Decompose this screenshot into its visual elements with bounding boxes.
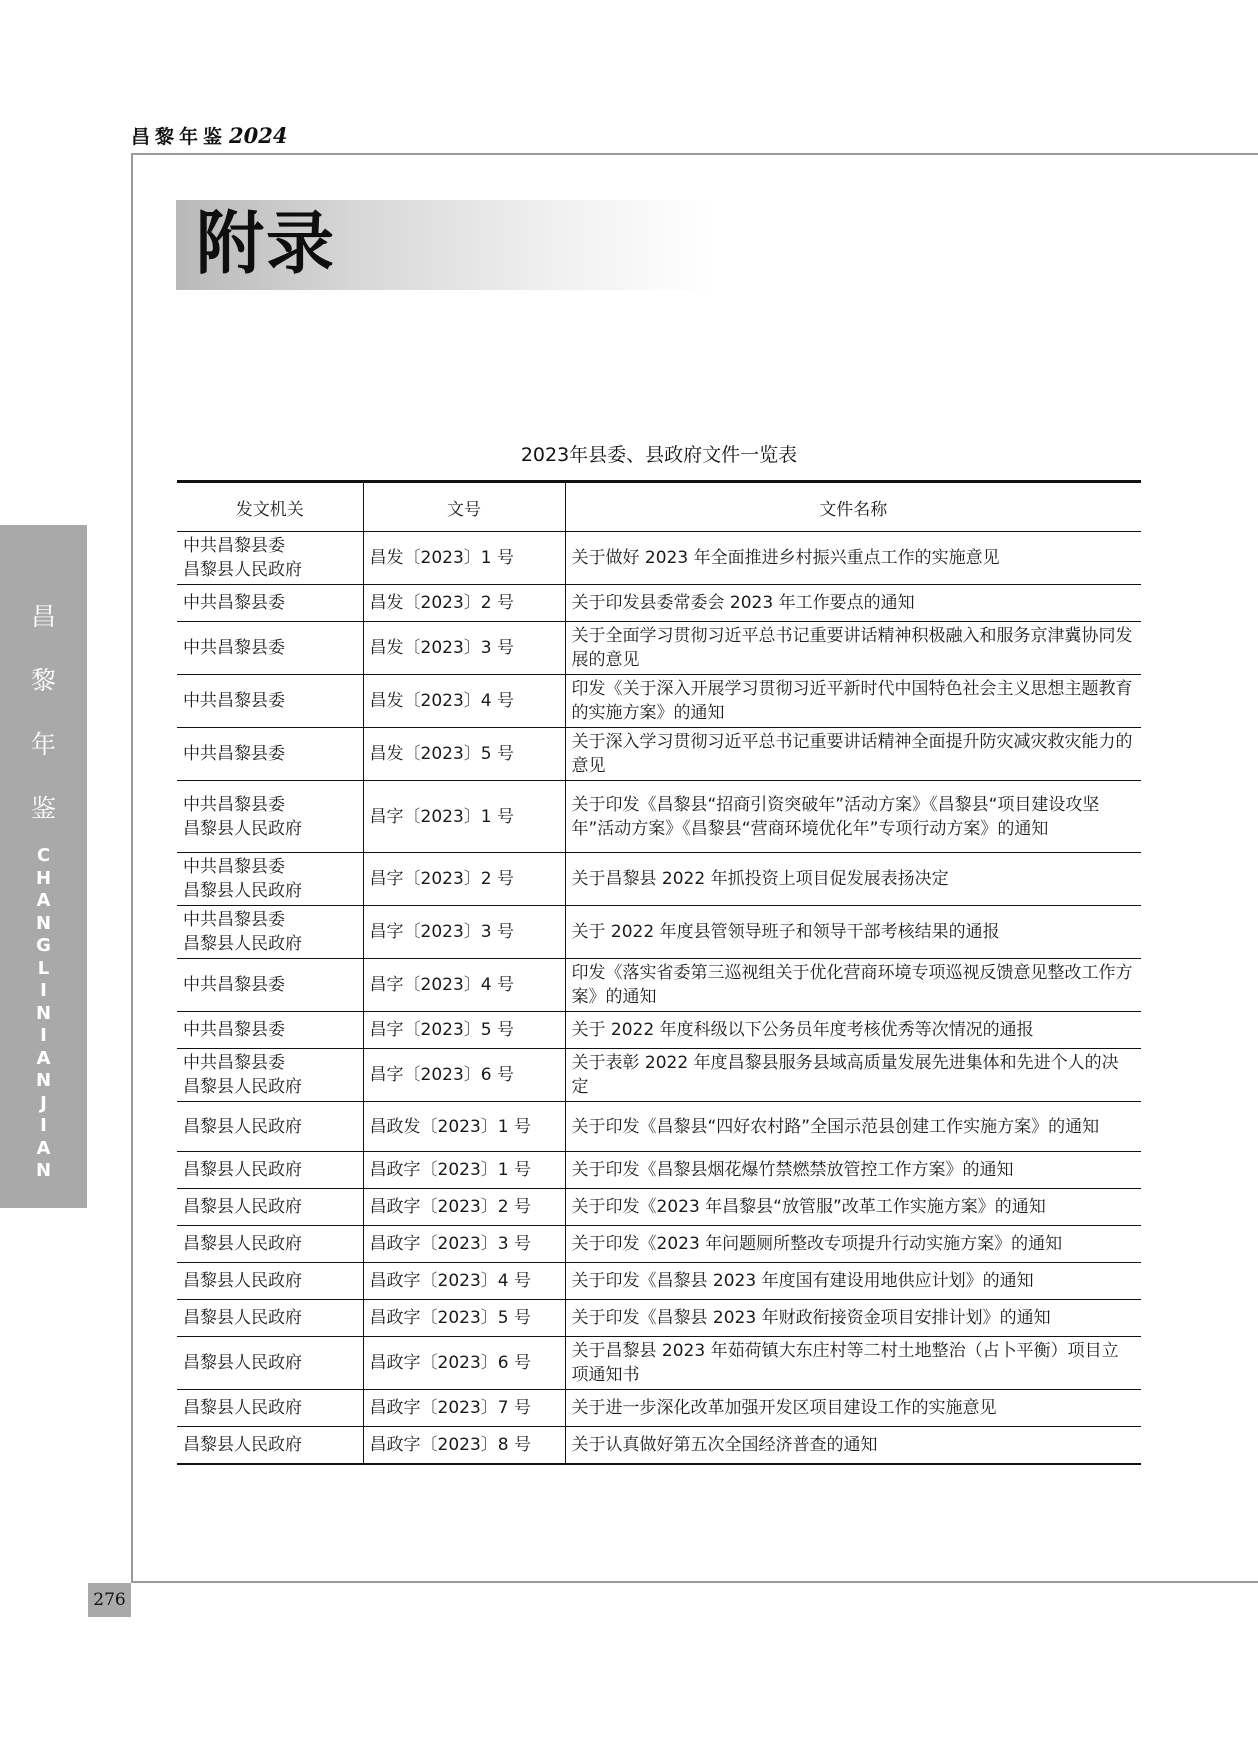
cell-name: 关于印发《昌黎县烟花爆竹禁燃禁放管控工作方案》的通知 (565, 1152, 1141, 1189)
table-row (177, 532, 1141, 585)
issuer-line: 中共昌黎县委 (183, 638, 285, 658)
side-tab-chinese (0, 585, 87, 841)
issuer-line: 昌黎县人民政府 (183, 1434, 302, 1455)
cell-name: 关于进一步深化改革加强开发区项目建设工作的实施意见 (565, 1390, 1141, 1427)
running-head (131, 122, 287, 149)
cell-number: 昌字〔2023〕2 号 (363, 853, 565, 906)
issuer-line: 中共昌黎县委 (183, 975, 285, 995)
side-tab-letter: I (40, 1025, 47, 1046)
table-row (177, 853, 1141, 906)
frame-top-rule (131, 153, 1258, 155)
issuer-line: 昌黎县人民政府 (183, 818, 302, 839)
table-row (177, 1049, 1141, 1102)
table-row (177, 781, 1141, 853)
issuer-line: 中共昌黎县委 (183, 910, 285, 930)
table-row (177, 1390, 1141, 1427)
cell-issuer (177, 781, 363, 853)
cell-number: 昌政发〔2023〕1 号 (363, 1102, 565, 1152)
cell-number: 昌发〔2023〕5 号 (363, 728, 565, 781)
cell-name: 印发《落实省委第三巡视组关于优化营商环境专项巡视反馈意见整改工作方案》的通知 (565, 959, 1141, 1012)
issuer-line: 昌黎县人民政府 (183, 1353, 302, 1373)
issuer-line: 昌黎县人民政府 (183, 560, 302, 580)
cell-name: 关于做好 2023 年全面推进乡村振兴重点工作的实施意见 (565, 532, 1141, 585)
documents-table (177, 480, 1141, 1465)
side-tab-letter: I (40, 1115, 47, 1136)
table-row (177, 1189, 1141, 1226)
table-row (177, 1427, 1141, 1464)
issuer-line: 昌黎县人民政府 (183, 1398, 302, 1418)
side-tab-letter: H (35, 867, 52, 889)
cell-issuer (177, 1263, 363, 1300)
cell-issuer (177, 532, 363, 585)
cell-name: 关于 2022 年度县管领导班子和领导干部考核结果的通报 (565, 906, 1141, 959)
issuer-line: 中共昌黎县委 (183, 1053, 285, 1073)
table-row (177, 1226, 1141, 1263)
cell-issuer (177, 1300, 363, 1337)
cell-issuer (177, 853, 363, 906)
cell-issuer (177, 728, 363, 781)
cell-issuer (177, 1390, 363, 1427)
table-row (177, 1102, 1141, 1152)
side-tab (0, 525, 87, 1208)
cell-number: 昌发〔2023〕1 号 (363, 532, 565, 585)
cell-number: 昌发〔2023〕4 号 (363, 675, 565, 728)
cell-issuer (177, 622, 363, 675)
table-title: 2023年县委、县政府文件一览表 (520, 444, 798, 466)
cell-issuer (177, 1102, 363, 1152)
issuer-line: 昌黎县人民政府 (183, 1197, 302, 1217)
cell-number: 昌政字〔2023〕2 号 (363, 1189, 565, 1226)
table-row (177, 906, 1141, 959)
side-tab-char: 昌 (30, 602, 56, 631)
cell-issuer (177, 585, 363, 622)
cell-number: 昌发〔2023〕3 号 (363, 622, 565, 675)
side-tab-letter: J (40, 1092, 47, 1114)
header-number: 文号 (363, 482, 565, 532)
issuer-line: 中共昌黎县委 (183, 536, 285, 556)
issuer-line: 昌黎县人民政府 (183, 881, 302, 901)
issuer-line: 昌黎县人民政府 (183, 1308, 302, 1328)
cell-number: 昌政字〔2023〕6 号 (363, 1337, 565, 1390)
header-name: 文件名称 (565, 482, 1141, 532)
cell-name: 关于印发《昌黎县“招商引资突破年”活动方案》《昌黎县“项目建设攻坚年”活动方案》《昌黎县“营商环境优化年”专项行动方案》的通知 (565, 781, 1141, 853)
issuer-line: 昌黎县人民政府 (183, 1271, 302, 1291)
table-row (177, 1152, 1141, 1189)
cell-issuer (177, 906, 363, 959)
table-row (177, 1300, 1141, 1337)
side-tab-pinyin (0, 845, 87, 1183)
side-tab-letter: L (37, 957, 50, 979)
cell-name: 关于 2022 年度科级以下公务员年度考核优秀等次情况的通报 (565, 1012, 1141, 1049)
issuer-line: 中共昌黎县委 (183, 1020, 285, 1040)
cell-number: 昌字〔2023〕4 号 (363, 959, 565, 1012)
issuer-line: 昌黎县人民政府 (183, 1234, 302, 1254)
table-row (177, 622, 1141, 675)
side-tab-letter: N (35, 1070, 52, 1091)
cell-name: 关于印发《昌黎县 2023 年度国有建设用地供应计划》的通知 (565, 1263, 1141, 1300)
cell-name: 关于印发《2023 年问题厕所整改专项提升行动实施方案》的通知 (565, 1226, 1141, 1263)
issuer-line: 昌黎县人民政府 (183, 1160, 302, 1180)
side-tab-letter: N (35, 1002, 52, 1024)
side-tab-char: 鉴 (30, 794, 56, 823)
cell-issuer (177, 1226, 363, 1263)
side-tab-letter: N (35, 912, 52, 934)
issuer-line: 中共昌黎县委 (183, 593, 285, 613)
side-tab-letter: A (36, 890, 51, 911)
table-row (177, 1263, 1141, 1300)
cell-name: 关于昌黎县 2023 年茹荷镇大东庄村等二村土地整治（占卜平衡）项目立项通知书 (565, 1337, 1141, 1390)
cell-number: 昌政字〔2023〕1 号 (363, 1152, 565, 1189)
cell-name: 关于昌黎县 2022 年抓投资上项目促发展表扬决定 (565, 853, 1141, 906)
side-tab-letter: I (40, 980, 47, 1001)
side-tab-letter: C (36, 845, 51, 866)
cell-issuer (177, 1427, 363, 1464)
table-row (177, 1012, 1141, 1049)
table-row (177, 728, 1141, 781)
side-tab-letter: G (36, 935, 51, 956)
table-row (177, 1337, 1141, 1390)
cell-number: 昌字〔2023〕3 号 (363, 906, 565, 959)
frame-left-rule (131, 153, 133, 1583)
cell-number: 昌字〔2023〕1 号 (363, 781, 565, 853)
cell-issuer (177, 1189, 363, 1226)
cell-name: 关于印发《昌黎县“四好农村路”全国示范县创建工作实施方案》的通知 (565, 1102, 1141, 1152)
issuer-line: 昌黎县人民政府 (183, 1077, 302, 1097)
table-header-row (177, 482, 1141, 532)
cell-number: 昌发〔2023〕2 号 (363, 585, 565, 622)
section-title: 附录 (196, 205, 337, 284)
cell-name: 关于印发《昌黎县 2023 年财政衔接资金项目安排计划》的通知 (565, 1300, 1141, 1337)
side-tab-letter: A (36, 1047, 51, 1069)
issuer-line: 中共昌黎县委 (183, 691, 285, 711)
side-tab-letter: N (35, 1160, 52, 1181)
issuer-line: 昌黎县人民政府 (183, 1116, 302, 1137)
table-row (177, 585, 1141, 622)
cell-number: 昌字〔2023〕6 号 (363, 1049, 565, 1102)
cell-number: 昌政字〔2023〕3 号 (363, 1226, 565, 1263)
cell-number: 昌政字〔2023〕4 号 (363, 1263, 565, 1300)
page-number: 276 (88, 1583, 131, 1617)
cell-number: 昌字〔2023〕5 号 (363, 1012, 565, 1049)
cell-issuer (177, 1152, 363, 1189)
side-tab-char: 黎 (30, 666, 56, 695)
cell-issuer (177, 959, 363, 1012)
issuer-line: 中共昌黎县委 (183, 744, 285, 764)
frame-bottom-rule (131, 1581, 1258, 1583)
issuer-line: 中共昌黎县委 (183, 857, 285, 877)
cell-name: 关于认真做好第五次全国经济普查的通知 (565, 1427, 1141, 1464)
issuer-line: 昌黎县人民政府 (183, 934, 302, 954)
cell-name: 关于全面学习贯彻习近平总书记重要讲话精神积极融入和服务京津冀协同发展的意见 (565, 622, 1141, 675)
cell-name: 关于表彰 2022 年度昌黎县服务县域高质量发展先进集体和先进个人的决定 (565, 1049, 1141, 1102)
table-row (177, 959, 1141, 1012)
running-head-year: 2024 (229, 123, 288, 148)
cell-issuer (177, 1049, 363, 1102)
cell-name: 关于深入学习贯彻习近平总书记重要讲话精神全面提升防灾减灾救灾能力的意见 (565, 728, 1141, 781)
cell-issuer (177, 675, 363, 728)
cell-number: 昌政字〔2023〕5 号 (363, 1300, 565, 1337)
table-row (177, 675, 1141, 728)
cell-name: 关于印发《2023 年昌黎县“放管服”改革工作实施方案》的通知 (565, 1189, 1141, 1226)
side-tab-letter: A (36, 1137, 51, 1159)
cell-name: 关于印发县委常委会 2023 年工作要点的通知 (565, 585, 1141, 622)
cell-issuer (177, 1012, 363, 1049)
cell-name: 印发《关于深入开展学习贯彻习近平新时代中国特色社会主义思想主题教育的实施方案》的通知 (565, 675, 1141, 728)
cell-issuer (177, 1337, 363, 1390)
issuer-line: 中共昌黎县委 (183, 794, 285, 815)
cell-number: 昌政字〔2023〕7 号 (363, 1390, 565, 1427)
cell-number: 昌政字〔2023〕8 号 (363, 1427, 565, 1464)
side-tab-char: 年 (30, 730, 56, 759)
running-head-title: 昌黎年鉴 (131, 126, 228, 148)
header-issuer: 发文机关 (177, 482, 363, 532)
